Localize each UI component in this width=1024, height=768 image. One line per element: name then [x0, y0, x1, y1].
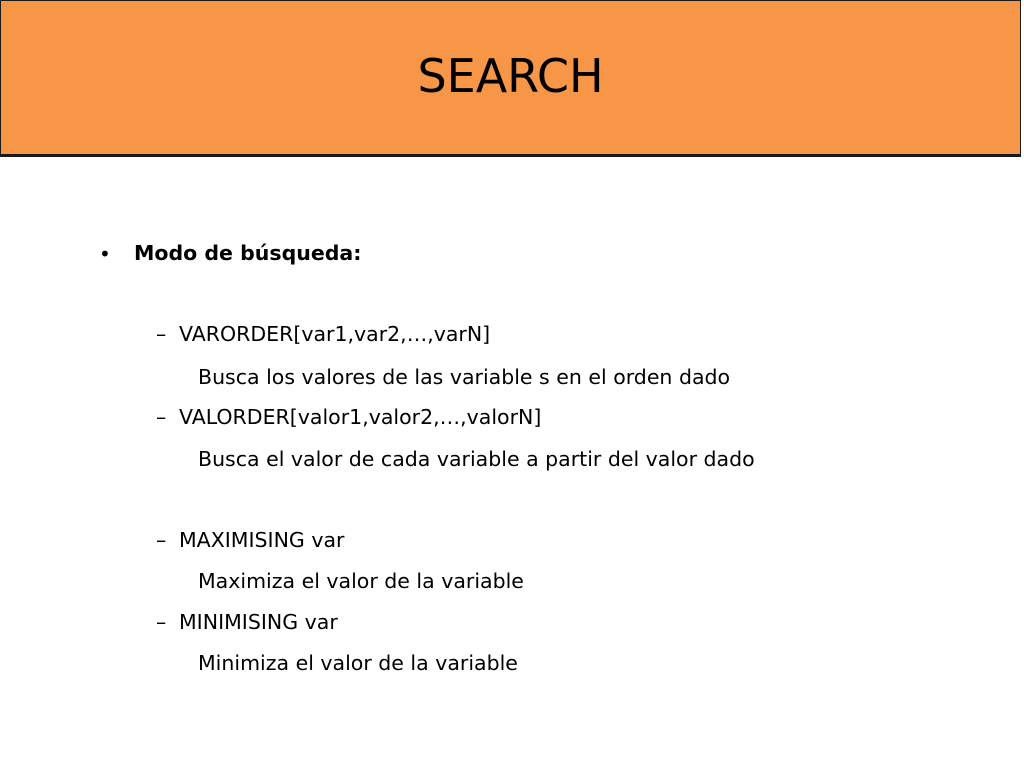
item-description: Busca los valores de las variable s en el orden dado	[198, 365, 731, 389]
dash-icon: –	[156, 528, 167, 552]
bullet-icon: •	[99, 242, 111, 266]
dash-icon: –	[156, 405, 167, 429]
dash-icon: –	[156, 610, 167, 634]
item-label: MAXIMISING var	[179, 528, 345, 552]
item-label: MINIMISING var	[179, 610, 338, 634]
item-label: VALORDER[valor1,valor2,…,valorN]	[179, 405, 542, 429]
slide-title: SEARCH	[417, 48, 604, 103]
dash-icon: –	[156, 322, 167, 346]
item-description: Minimiza el valor de la variable	[198, 651, 518, 675]
item-description: Busca el valor de cada variable a partir del valor dado	[198, 447, 755, 471]
item-label: VARORDER[var1,var2,…,varN]	[179, 322, 491, 346]
item-description: Maximiza el valor de la variable	[198, 569, 524, 593]
section-heading: Modo de búsqueda:	[134, 241, 362, 265]
